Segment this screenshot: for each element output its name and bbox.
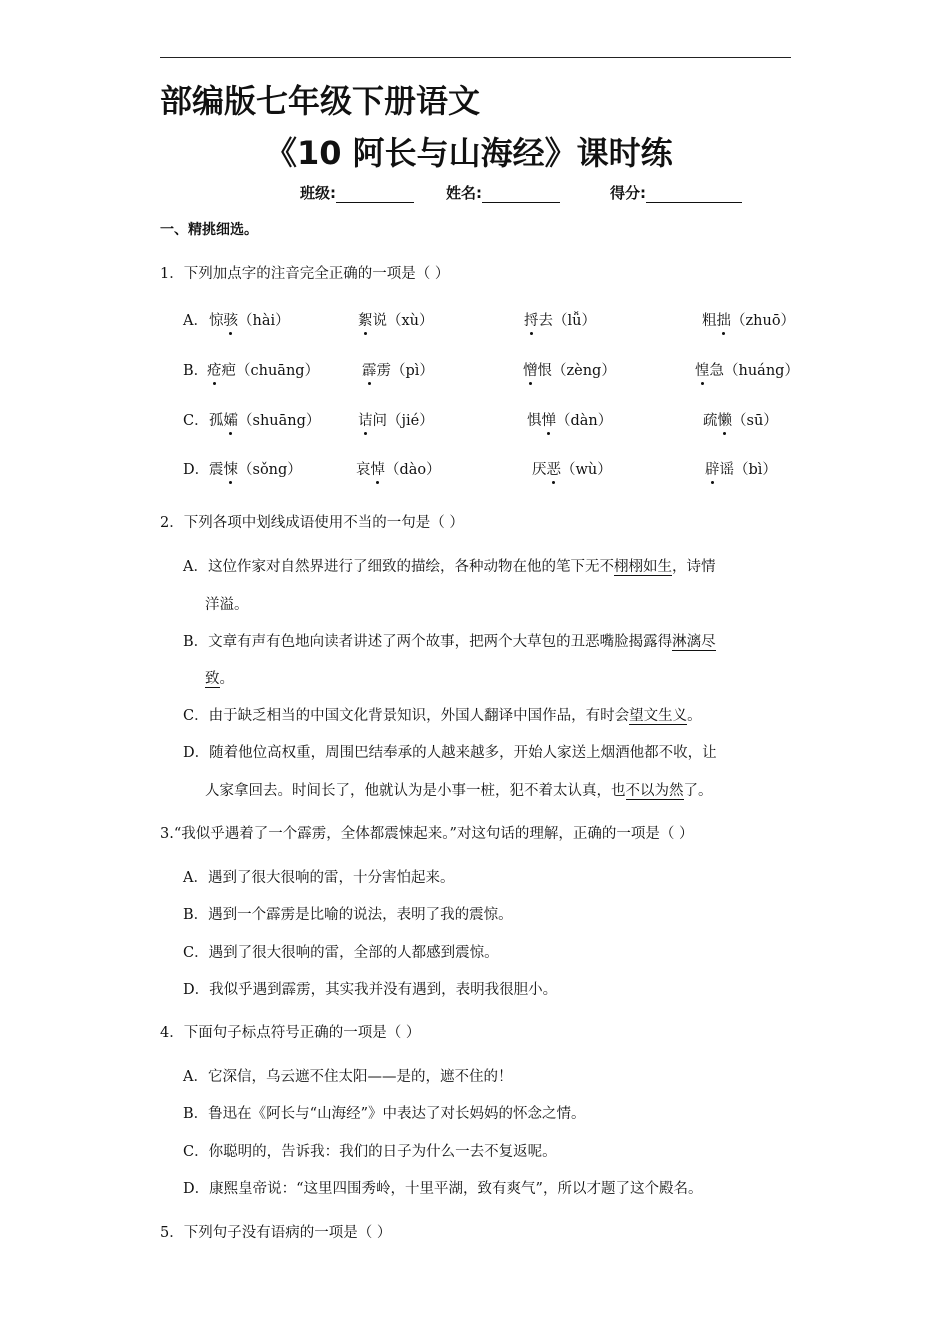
q1-item: 疮疤（chuāng） (207, 363, 320, 379)
q2-option-c: C．由于缺乏相当的中国文化背景知识，外国人翻译中国作品，有时会望文生义。 (183, 708, 702, 724)
q1-item: 惶急（huáng） (695, 363, 799, 379)
q1-row-label: B． (183, 363, 209, 379)
q1-row-label: C． (183, 413, 209, 429)
section-heading: 一、精挑细选。 (160, 222, 258, 238)
score-field[interactable]: 得分: (610, 182, 742, 203)
q3-option-a: A．遇到了很大很响的雷，十分害怕起来。 (183, 870, 455, 886)
q4-option-d: D．康熙皇帝说：“这里四围秀岭，十里平湖，致有爽气”，所以才题了这个殿名。 (183, 1181, 703, 1197)
question-3: 3.“我似乎遇着了一个霹雳，全体都震悚起来。”对这句话的理解，正确的一项是（ ） (160, 826, 694, 842)
question-2: 2．下列各项中划线成语使用不当的一句是（ ） (160, 515, 464, 531)
class-field[interactable]: 班级: (300, 182, 414, 203)
q1-item: 疏懒（sū） (703, 413, 778, 429)
question-4: 4．下面句子标点符号正确的一项是（ ） (160, 1025, 421, 1041)
q1-item: 粗拙（zhuō） (702, 313, 796, 329)
q2-option-d: D．随着他位高权重，周围巴结奉承的人越来越多，开始人家送上烟酒他都不收，让 (183, 745, 717, 761)
q1-item: 厌恶（wù） (532, 462, 612, 478)
q3-option-d: D．我似乎遇到霹雳，其实我并没有遇到，表明我很胆小。 (183, 982, 558, 998)
q1-item: 絮说（xù） (358, 313, 434, 329)
q2-option-a-cont: 洋溢。 (205, 597, 249, 613)
lesson-title: 《10 阿长与山海经》课时练 (265, 134, 673, 172)
q1-row-label: D． (183, 462, 210, 478)
q1-item: 捋去（lǚ） (524, 313, 596, 329)
q3-option-b: B．遇到一个霹雳是比喻的说法，表明了我的震惊。 (183, 907, 513, 923)
q4-option-b: B．鲁迅在《阿长与“山海经”》中表达了对长妈妈的怀念之情。 (183, 1106, 586, 1122)
q4-option-c: C．你聪明的，告诉我：我们的日子为什么一去不复返呢。 (183, 1144, 557, 1160)
q1-item: 辟谣（bì） (705, 462, 777, 478)
q2-option-d-cont: 人家拿回去。时间长了，他就认为是小事一桩，犯不着太认真，也不以为然了。 (205, 783, 713, 799)
question-5: 5．下列句子没有语病的一项是（ ） (160, 1225, 392, 1241)
q2-option-a: A．这位作家对自然界进行了细致的描绘，各种动物在他的笔下无不栩栩如生，诗情 (183, 559, 716, 575)
q1-item: 惧惮（dàn） (527, 413, 613, 429)
q1-item: 憎恨（zèng） (523, 363, 616, 379)
header-rule (160, 57, 791, 58)
question-1: 1．下列加点字的注音完全正确的一项是（ ） (160, 266, 450, 282)
q1-item: 诘问（jié） (358, 413, 434, 429)
q1-item: 惊骇（hài） (209, 313, 290, 329)
q3-option-c: C．遇到了很大很响的雷，全部的人都感到震惊。 (183, 945, 499, 961)
q2-option-b: B．文章有声有色地向读者讲述了两个故事，把两个大草包的丑恶嘴脸揭露得淋漓尽 (183, 634, 716, 650)
q1-item: 哀悼（dào） (356, 462, 441, 478)
q1-item: 震悚（sǒng） (209, 462, 302, 478)
q1-item: 孤孀（shuāng） (209, 413, 321, 429)
doc-title: 部编版七年级下册语文 (160, 82, 481, 120)
q1-row-label: A． (183, 313, 208, 329)
q2-option-b-cont: 致。 (205, 671, 234, 687)
q4-option-a: A．它深信，乌云遮不住太阳——是的，遮不住的！ (183, 1069, 513, 1085)
q1-item: 霹雳（pì） (362, 363, 434, 379)
name-field[interactable]: 姓名: (446, 182, 560, 203)
